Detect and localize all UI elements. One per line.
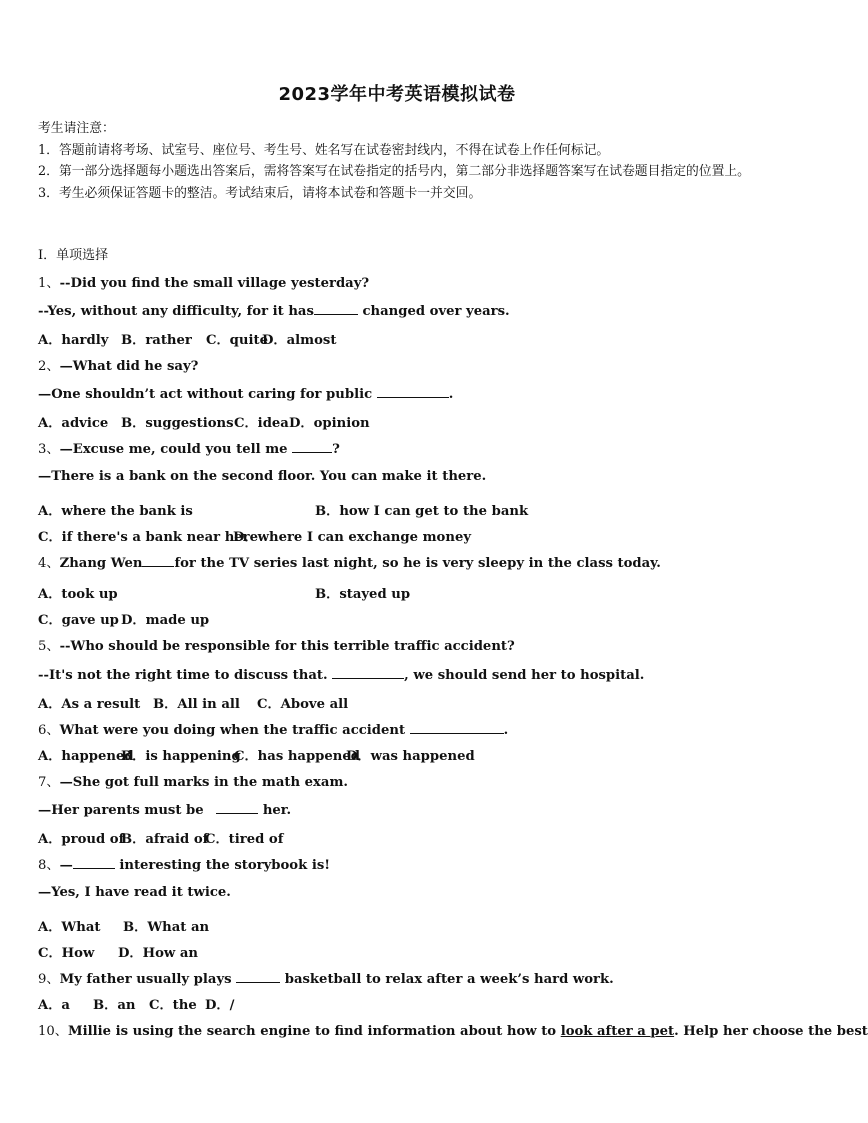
option: A．As a result <box>38 697 141 712</box>
option: C．has happened <box>234 749 360 764</box>
answer-blank <box>377 386 449 398</box>
option: A．proud of <box>38 832 125 847</box>
notice-block <box>38 118 768 204</box>
question-stem-2: --It's not the right time to discuss that. , we should send her to hospital. <box>38 668 645 683</box>
options-row <box>38 745 475 764</box>
option: C．How <box>38 946 95 961</box>
question-stem: 5、--Who should be responsible for this terrible traffic accident? <box>38 639 515 654</box>
page-title: 2023学年中考英语模拟试卷 <box>278 84 516 105</box>
question-stem: 1、--Did you find the small village yesterday? <box>38 276 370 291</box>
question-stem: 3、—Excuse me, could you tell me ? <box>38 442 340 457</box>
option: A．where the bank is <box>38 504 193 519</box>
question-stem-2: —Yes, I have read it twice. <box>38 885 231 900</box>
option: C．Above all <box>257 697 349 712</box>
option: A．advice <box>38 416 109 431</box>
options-row <box>38 916 209 935</box>
option: A．hardly <box>38 333 109 348</box>
option: B．suggestions <box>121 416 234 431</box>
option: B．rather <box>121 333 192 348</box>
answer-blank <box>314 303 358 315</box>
option: A．took up <box>38 587 118 602</box>
option: A．a <box>38 998 70 1013</box>
answer-blank <box>73 857 115 869</box>
notice-item: 1．答题前请将考场、试室号、座位号、考生号、姓名写在试卷密封线内，不得在试卷上作任何标记。 <box>38 142 610 158</box>
underlined-phrase: look after a pet <box>560 1024 675 1039</box>
options-row <box>38 693 348 712</box>
options-row <box>38 583 410 602</box>
notice-item: 2．第一部分选择题每小题选出答案后，需将答案写在试卷指定的括号内，第二部分非选择题答案写在试卷题目指定的位置上。 <box>38 164 750 179</box>
question-stem-2: —There is a bank on the second floor. You can make it there. <box>38 469 487 484</box>
question-stem: 8、— interesting the storybook is! <box>38 858 331 873</box>
question-stem: 7、—She got full marks in the math exam. <box>38 775 348 790</box>
options-row <box>38 942 198 961</box>
notice-heading: 考生请注意： <box>38 121 115 136</box>
option: D．How an <box>118 946 198 961</box>
option: C．if there's a bank near here <box>38 530 259 545</box>
options-row <box>38 500 528 519</box>
answer-blank <box>142 555 174 567</box>
option: B．afraid of <box>121 832 209 847</box>
option: D．almost <box>262 333 337 348</box>
answer-blank <box>236 971 280 983</box>
option: B．stayed up <box>315 587 411 602</box>
section-heading: Ⅰ．单项选择 <box>38 248 109 263</box>
question-stem: 10、Millie is using the search engine to find information about how to look after a pet. Help her choose the best <box>38 1024 868 1039</box>
option: A．What <box>38 920 101 935</box>
option: D．was happened <box>346 749 475 764</box>
option: D．/ <box>205 998 235 1013</box>
answer-blank <box>410 722 504 734</box>
option: D．opinion <box>289 416 370 431</box>
option: D．where I can exchange money <box>233 530 471 545</box>
options-row <box>38 412 370 431</box>
answer-blank <box>216 802 258 814</box>
option: B．an <box>93 998 136 1013</box>
option: B．is happening <box>121 749 241 764</box>
question-stem: 2、—What did he say? <box>38 359 199 374</box>
question-stem-2: —One shouldn’t act without caring for public . <box>38 387 454 402</box>
options-row <box>38 994 234 1013</box>
option: A．happened <box>38 749 134 764</box>
option: C．gave up <box>38 613 119 628</box>
options-row <box>38 526 471 545</box>
answer-blank <box>292 441 332 453</box>
question-stem-2: --Yes, without any difficulty, for it has changed over years. <box>38 304 510 319</box>
option: C．idea <box>234 416 289 431</box>
option: B．All in all <box>153 697 240 712</box>
question-stem-2: —Her parents must be her. <box>38 803 292 818</box>
option: D．made up <box>121 613 210 628</box>
question-stem: 4、Zhang Wen for the TV series last night, so he is very sleepy in the class today. <box>38 556 661 571</box>
answer-blank <box>332 667 404 679</box>
option: C．the <box>149 998 197 1013</box>
options-row <box>38 609 209 628</box>
option: B．What an <box>123 920 210 935</box>
option: C．quite <box>206 333 268 348</box>
option: C．tired of <box>205 832 284 847</box>
question-stem: 6、What were you doing when the traffic accident . <box>38 723 509 738</box>
question-stem: 9、My father usually plays basketball to relax after a week’s hard work. <box>38 972 614 987</box>
notice-item: 3．考生必须保证答题卡的整洁。考试结束后，请将本试卷和答题卡一并交回。 <box>38 185 482 201</box>
option: B．how I can get to the bank <box>315 504 529 519</box>
options-row <box>38 329 336 348</box>
options-row <box>38 828 283 847</box>
